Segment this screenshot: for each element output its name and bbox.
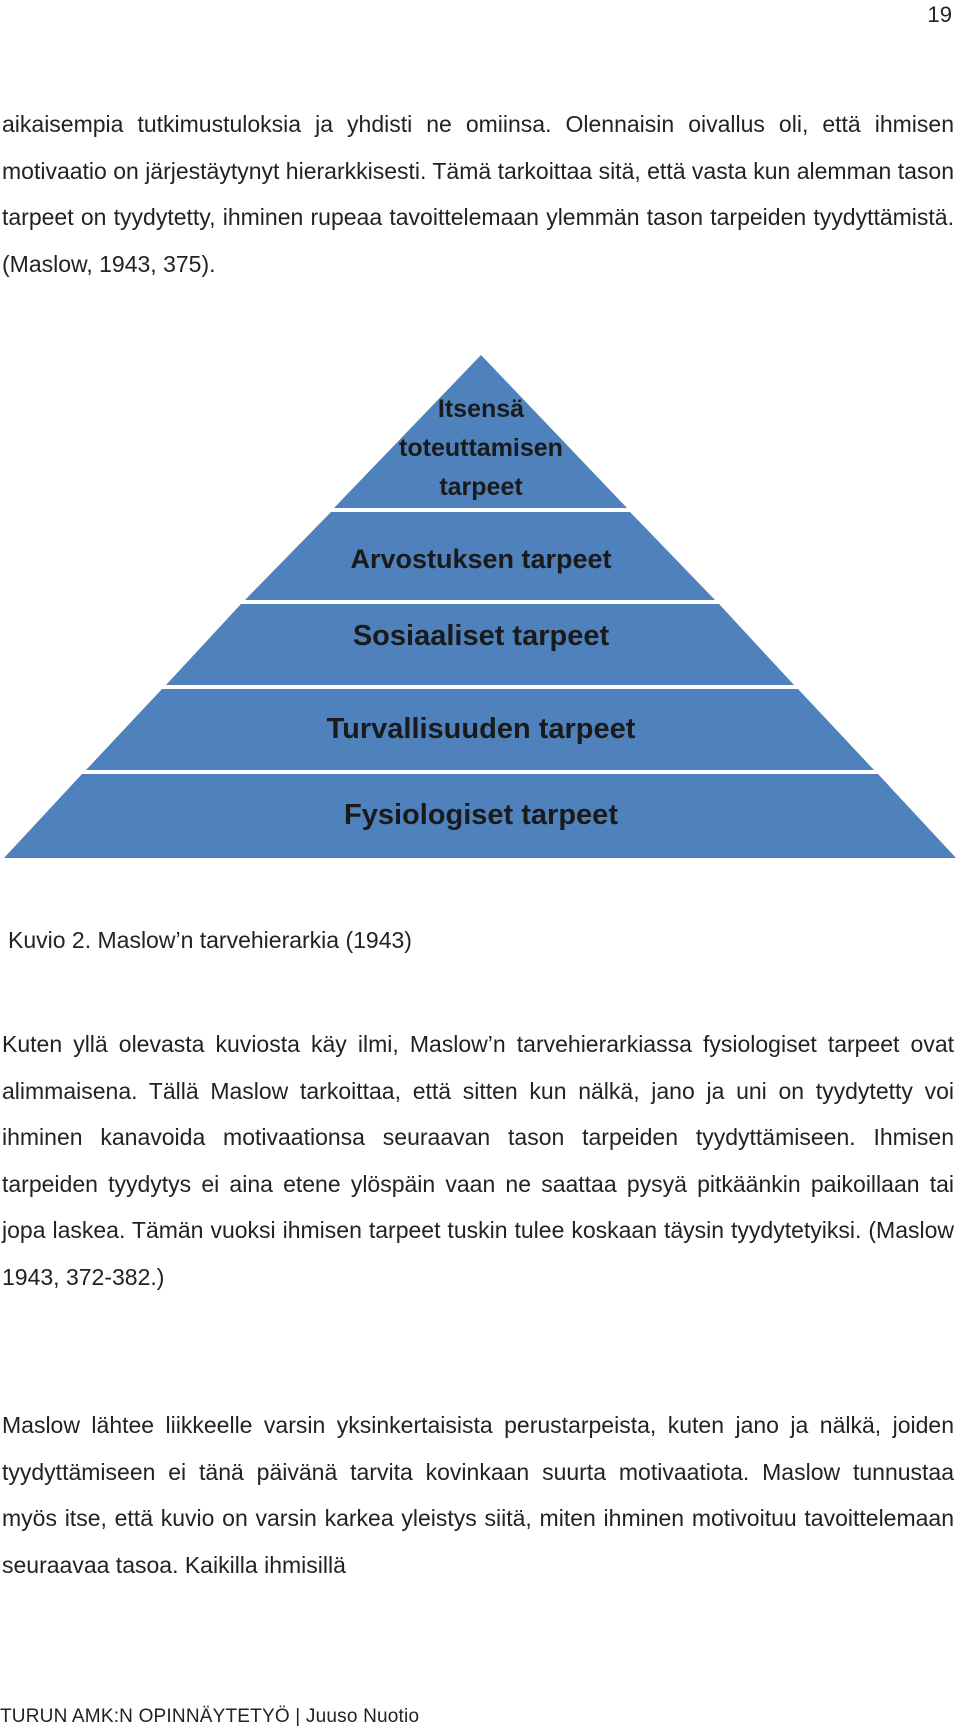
pyramid-label-esteem: Arvostuksen tarpeet [350, 544, 612, 574]
pyramid-label-top-line2: toteuttamisen [399, 434, 563, 462]
paragraph-after-figure-1: Kuten yllä olevasta kuviosta käy ilmi, Maslow’n tarvehierarkiassa fysiologiset tarpeet ovat alimmaisena. Tällä Maslow tarkoittaa, että sitten kun nälkä, jano ja uni on tyydytetty voi ihminen kanavoida motivaationsa seuraavan tason tarpeiden tyydyttämiseen. Ihmisen tarpeiden tyydytys ei aina etene ylöspäin vaan ne saattaa pysyä pitkäänkin paikoillaan tai jopa laskea. Tämän vuoksi ihmisen tarpeet tuskin tulee koskaan täysin tyydytetyiksi. (Maslow 1943, 372-382.) [2, 1031, 954, 1290]
figure-caption: Kuvio 2. Maslow’n tarvehierarkia (1943) [8, 927, 412, 953]
pyramid-label-top-line1: Itsensä [437, 395, 525, 423]
pyramid-label-top-line3: tarpeet [439, 473, 523, 501]
paragraph-intro: aikaisempia tutkimustuloksia ja yhdisti ne omiinsa. Olennaisin oivallus oli, että ihmisen motivaatio on järjestäytynyt hierarkkisesti. Tämä tarkoittaa sitä, että vasta kun alemman tason tarpeet on tyydytetty, ihminen rupeaa tavoittelemaan ylemmän tason tarpeiden tyydyttämistä. (Maslow, 1943, 375). [2, 111, 954, 277]
pyramid-label-social: Sosiaaliset tarpeet [352, 620, 610, 652]
page-number: 19 [927, 2, 952, 27]
page-footer: TURUN AMK:N OPINNÄYTETYÖ | Juuso Nuotio [0, 1706, 420, 1727]
pyramid-label-physiological: Fysiologiset tarpeet [344, 799, 618, 831]
paragraph-after-figure-2: Maslow lähtee liikkeelle varsin yksinkertaisista perustarpeista, kuten jano ja nälkä, joiden tyydyttämiseen ei tänä päivänä tarvita kovinkaan suurta motivaatiota. Maslow tunnustaa myös itse, että kuvio on varsin karkea yleistys siitä, miten ihminen motivoituu tavoittelemaan seuraavaa tasoa. Kaikilla ihmisillä [2, 1412, 954, 1578]
pyramid-label-safety: Turvallisuuden tarpeet [326, 713, 636, 745]
maslow-pyramid-figure [0, 345, 960, 865]
